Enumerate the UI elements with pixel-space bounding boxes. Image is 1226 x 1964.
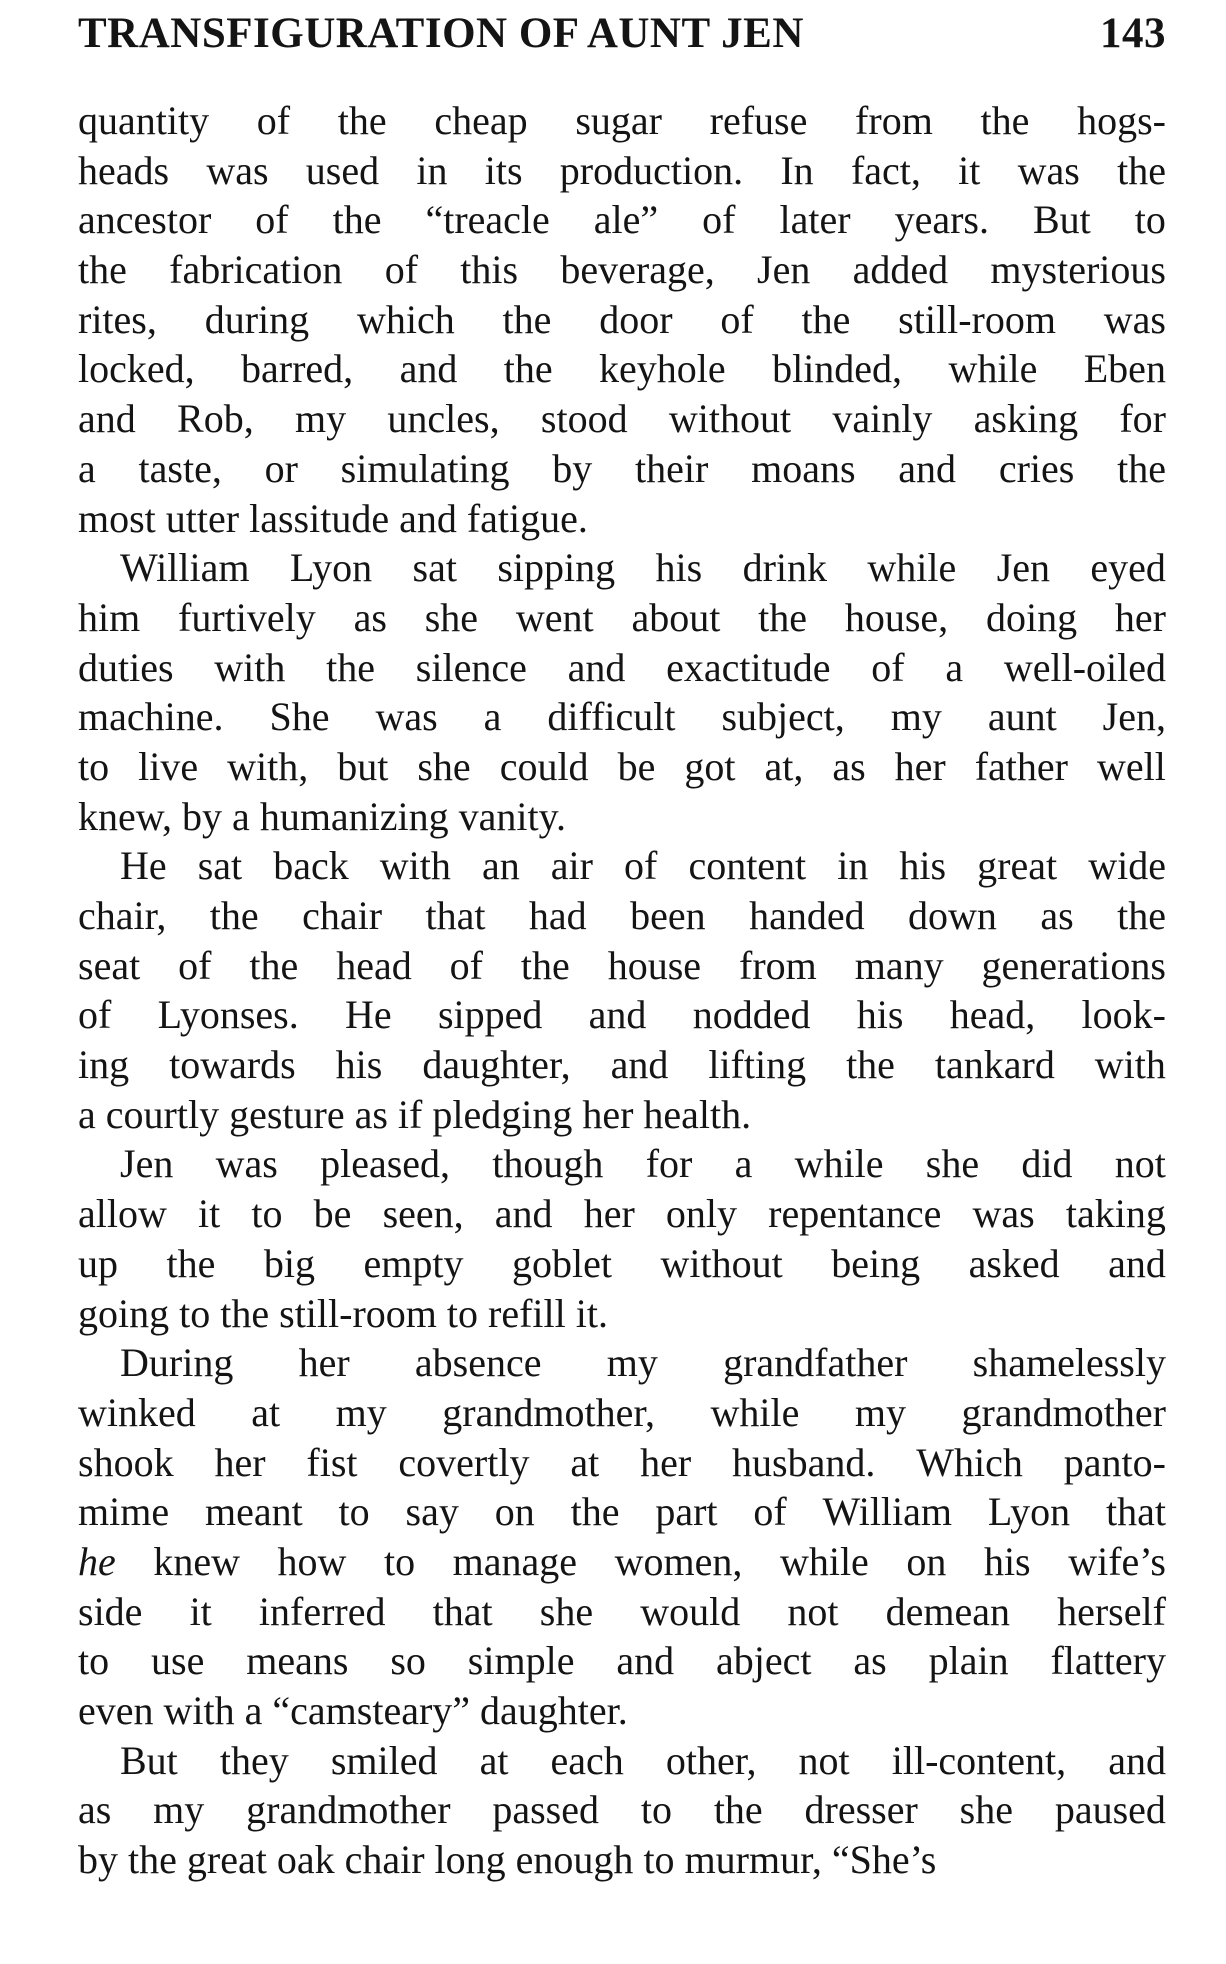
text-line: up the big empty goblet without being asked and: [78, 1240, 1166, 1286]
text-line: him furtively as she went about the house, doing her: [78, 594, 1166, 640]
paragraph: [78, 543, 1166, 841]
text-line: Jen was pleased, though for a while she did not: [120, 1141, 1166, 1187]
text-line: winked at my grandmother, while my grandmother: [78, 1389, 1166, 1435]
paragraph: [78, 96, 1166, 543]
running-head-title: TRANSFIGURATION OF AUNT JEN: [78, 9, 804, 57]
text-line: mime meant to say on the part of William Lyon that: [78, 1489, 1166, 1535]
text-line: as my grandmother passed to the dresser she paused: [78, 1787, 1166, 1833]
paragraph: [78, 1139, 1166, 1338]
text-line: side it inferred that she would not demean herself: [78, 1588, 1166, 1634]
text-line: During her absence my grandfather shamelessly: [120, 1340, 1166, 1386]
paragraph: [78, 1736, 1166, 1885]
text-line: seat of the head of the house from many generations: [78, 942, 1166, 988]
text-line: duties with the silence and exactitude of a well-oiled: [78, 644, 1166, 690]
text-line: machine. She was a difficult subject, my aunt Jen,: [78, 694, 1166, 740]
text-line: knew, by a humanizing vanity.: [78, 793, 567, 839]
text-line: to use means so simple and abject as plain flattery: [78, 1638, 1166, 1684]
text-line: the fabrication of this beverage, Jen added mysterious: [78, 247, 1166, 293]
text-line: of Lyonses. He sipped and nodded his head, look-: [78, 992, 1166, 1038]
text-line: a courtly gesture as if pledging her health.: [78, 1091, 752, 1137]
text-line: locked, barred, and the keyhole blinded, while Eben: [78, 346, 1166, 392]
text-line: He sat back with an air of content in his great wide: [120, 843, 1166, 889]
paragraph: [78, 1338, 1166, 1736]
text-line: But they smiled at each other, not ill-content, and: [120, 1737, 1166, 1783]
text-line: quantity of the cheap sugar refuse from the hogs-: [78, 98, 1166, 143]
text-line: heads was used in its production. In fact, it was the: [78, 147, 1166, 193]
text-line: a taste, or simulating by their moans and cries the: [78, 445, 1166, 491]
text-line: ancestor of the “treacle ale” of later years. But to: [78, 197, 1166, 243]
text-line: most utter lassitude and fatigue.: [78, 495, 588, 541]
text-line: going to the still-room to refill it.: [78, 1290, 608, 1336]
text-line: he knew how to manage women, while on his wife’s: [78, 1538, 1166, 1584]
text-line: and Rob, my uncles, stood without vainly asking for: [78, 396, 1166, 442]
text-line: even with a “camsteary” daughter.: [78, 1688, 628, 1733]
text-line: to live with, but she could be got at, as her father well: [78, 743, 1166, 789]
text-line: William Lyon sat sipping his drink while Jen eyed: [120, 545, 1166, 591]
text-line: shook her fist covertly at her husband. Which panto-: [78, 1439, 1166, 1485]
text-line: ing towards his daughter, and lifting the tankard with: [78, 1042, 1166, 1088]
body-text: [78, 96, 1166, 1885]
text-line: rites, during which the door of the still-room was: [78, 296, 1166, 342]
text-line: allow it to be seen, and her only repentance was taking: [78, 1191, 1166, 1237]
running-head: [78, 2, 1166, 64]
page-number: 143: [1100, 9, 1166, 57]
paragraph: [78, 841, 1166, 1139]
text-line: chair, the chair that had been handed down as the: [78, 893, 1166, 938]
text-line: by the great oak chair long enough to murmur, “She’s: [78, 1837, 937, 1883]
